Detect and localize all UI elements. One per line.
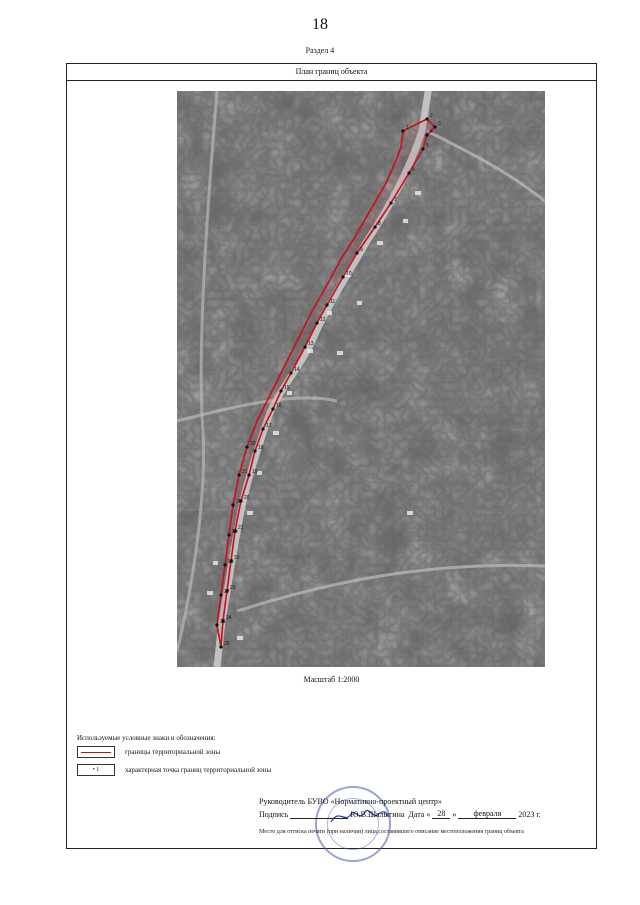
boundary-point-label: 20 bbox=[244, 495, 250, 501]
boundary-point bbox=[223, 563, 226, 566]
boundary-point bbox=[355, 251, 358, 254]
boundary-point-label: 23 bbox=[230, 585, 236, 591]
boundary-point-label: 7 bbox=[394, 197, 397, 203]
head-title: Руководитель БУВО «Нормативно-проектный центр» bbox=[259, 797, 442, 806]
sign-label: Подпись bbox=[259, 810, 289, 819]
boundary-point-label: 10 bbox=[346, 271, 352, 277]
scale-label: Масштаб 1:2000 bbox=[303, 675, 360, 684]
boundary-point-label: 18 bbox=[258, 445, 264, 451]
boundary-point bbox=[425, 117, 428, 120]
legend-point-label: характерная точка границ территориальной зоны bbox=[125, 766, 272, 774]
boundary-point bbox=[325, 303, 328, 306]
boundary-point-label: 1 bbox=[406, 125, 409, 131]
boundary-point-label: 11 bbox=[330, 299, 336, 305]
boundary-point-label: 27 bbox=[224, 589, 230, 595]
boundary-point-label: 25 bbox=[224, 641, 230, 647]
boundary-point bbox=[245, 445, 248, 448]
legend-point-swatch: • 1 bbox=[77, 764, 115, 776]
date-day-close: » bbox=[452, 810, 457, 819]
boundary-point bbox=[219, 593, 222, 596]
page-number: 18 bbox=[312, 16, 328, 33]
section-label: Раздел 4 bbox=[305, 46, 335, 55]
boundary-point bbox=[253, 449, 256, 452]
boundary-point bbox=[341, 275, 344, 278]
legend-row-point bbox=[77, 764, 271, 776]
boundary-point-label: 16 bbox=[276, 403, 282, 409]
boundary-point bbox=[279, 389, 282, 392]
boundary-point-label: 19 bbox=[252, 469, 258, 475]
boundary-point-label: 17 bbox=[266, 423, 272, 429]
boundary-point-label: 24 bbox=[226, 615, 232, 621]
boundary-point-label: 14 bbox=[294, 367, 300, 373]
boundary-point bbox=[315, 321, 318, 324]
boundary-point-label: 31 bbox=[242, 469, 248, 475]
boundary-point-label: 9 bbox=[360, 247, 363, 253]
legend-red-line-swatch bbox=[77, 746, 115, 758]
aerial-map bbox=[177, 91, 545, 667]
boundary-point-label: 13 bbox=[308, 341, 314, 347]
boundary-point bbox=[227, 533, 230, 536]
legend-title: Используемые условные знаки и обозначения: bbox=[77, 734, 216, 742]
signature-line bbox=[259, 809, 541, 819]
legend-row-boundary bbox=[77, 746, 220, 758]
boundary-point bbox=[215, 623, 218, 626]
boundary-point-label: 3 bbox=[438, 121, 441, 127]
sign-blank bbox=[290, 809, 348, 819]
plan-frame bbox=[66, 63, 597, 849]
boundary-point bbox=[401, 129, 404, 132]
boundary-point-label: 6 bbox=[412, 167, 415, 173]
boundary-point bbox=[425, 133, 428, 136]
boundary-point-label: 4 bbox=[430, 129, 433, 135]
date-day: 28 bbox=[432, 809, 450, 819]
frame-title: План границ объекта bbox=[67, 64, 596, 81]
boundary-point bbox=[407, 171, 410, 174]
boundary-point bbox=[261, 427, 264, 430]
boundary-point-label: 26 bbox=[220, 619, 226, 625]
boundary-point-label: 15 bbox=[284, 385, 290, 391]
stamp-note: Место для оттиска печати (при наличии) лица,составившего описание местоположения границ объекта bbox=[259, 829, 524, 835]
boundary-point-label: 5 bbox=[426, 143, 429, 149]
boundary-point-label: 29 bbox=[232, 529, 238, 535]
boundary-point-label: 21 bbox=[238, 525, 244, 531]
boundary-point-label: 32 bbox=[250, 441, 256, 447]
boundary-point bbox=[373, 225, 376, 228]
date-month: февраля bbox=[458, 809, 516, 819]
boundary-point bbox=[303, 345, 306, 348]
boundary-point-label: 28 bbox=[228, 559, 234, 565]
boundary-point bbox=[421, 147, 424, 150]
boundary-point-label: 30 bbox=[236, 499, 242, 505]
boundary-point bbox=[389, 201, 392, 204]
date-label: Дата « bbox=[408, 810, 431, 819]
boundary-point bbox=[289, 371, 292, 374]
boundary-point bbox=[271, 407, 274, 410]
boundary-point-label: 8 bbox=[378, 221, 381, 227]
boundary-point-label: 12 bbox=[320, 317, 326, 323]
boundary-point bbox=[219, 645, 222, 648]
boundary-point bbox=[237, 473, 240, 476]
boundary-point-label: 22 bbox=[234, 555, 240, 561]
boundary-point bbox=[231, 503, 234, 506]
date-year: 2023 г. bbox=[518, 810, 541, 819]
legend-boundary-label: границы территориальной зоны bbox=[125, 748, 221, 756]
boundary-point bbox=[433, 125, 436, 128]
boundary-point bbox=[247, 473, 250, 476]
boundary-point-label: 2 bbox=[430, 113, 433, 119]
signer-name: Ю.В.Шалыгина bbox=[350, 810, 405, 819]
map-svg bbox=[177, 91, 545, 667]
